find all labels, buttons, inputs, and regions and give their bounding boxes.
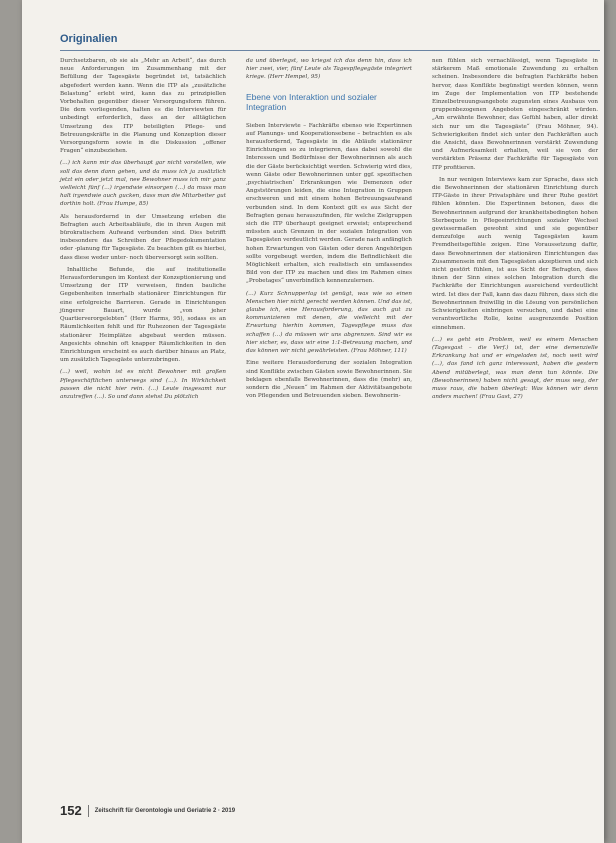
page-number: 152 xyxy=(60,803,82,818)
interview-quote: da und überlegst, wo kriegst ich das denn hin, dass ich hier zwei, vier, fünf Leute als Tagespflegegäste integriert kriege. (Herr Hempel, 95) xyxy=(246,58,412,81)
body-paragraph: Eine weitere Herausforderung der sozialen Integration sind Konflikte zwischen Gästen sowie Bewohnerinnen. Sie beklagen ebenfalls Bewohnerinnen, dass die (mehr) an, sondern die „Neuen“ im Rahmen der Aktivitätsangebote von Pflegenden und Betreuenden sieben. Bewohnerin- xyxy=(246,360,412,400)
body-paragraph: Durchsetzbaren, ob sie als „Mehr an Arbeit“, das durch neue Anforderungen im Zusammenhang mit der Befüllung der Tagesgäste begründet ist, tatsächlich abgefedert werden kann. Wenn die ITP als „zusätzliche Belastung“ erlebt wird, kann das zu prinzipiellen Vorbehalten gegenüber dieser Versorgungsform führen. Die dem vorliegenden, halten es die Interviewten für unbedingt erforderlich, dass an der alltäglichen Umsetzung des ITP beteiligten Pflege- und Betreuungskräfte in die Planung und Konzeption dieser Versorgungsform sowie in die Diskussion „offener Fragen“ einzubeziehen. xyxy=(60,58,226,155)
body-paragraph: In nur wenigen Interviews kam zur Sprache, dass sich die Bewohnerinnen der stationären Einrichtung durch ITP-Gäste in ihrer Privatsphäre und ihrer Ruhe gestört fühlen könnten. Die Expertinnen betonen, dass die Bewohnerinnen aufgrund der krankheitsbedingten hohen Sterbequote in Pflegeeinrichtungen sozialer Wechsel gewissermaßen gewohnt sind und sie gegenüber demzufolge auch wenig Tagesgästen kaum Fremdheitsgefühle zeigen. Eine Voraussetzung dafür, dass Bewohnerinnen der stationären Einrichtungen das Zusammensein mit den Tagesgästen akzeptieren und sich nicht gestört fühlen, ist aus Sicht der Befragten, dass ihnen der Sinn eines solchen Integration durch die Fachkräfte der Einrichtungen ausreichend verdeutlicht wird. Ist dies der Fall, kann das dazu führen, dass sich die Bewohnerinnen freiwillig in die Lösung von persönlichen Schwierigkeiten einbringen versuchen, und dabei eine verantwortliche Rolle, keine ausgrenzende Position einnehmen. xyxy=(432,176,598,331)
journal-citation: Zeitschrift für Gerontologie und Geriatrie 2 · 2019 xyxy=(94,807,236,814)
interview-quote: (…) Kurz Schnupperlag ist genügt, was wie so einen Menschen hier nicht gerecht werden können. Und das ist, glaube ich, eine Herausforderung, das auch gut zu kommunizieren mit denen, die vielleicht mit der Erwartung hierhin kommen, Tagespflege muss das schaffen (…) da müssen wir uns abgrenzen. Sind wir es hier sicher, es, dass wir eine 1:1-Betreuung machen, und das können wir nicht gewährleisten. (Frau Möhner, 111) xyxy=(246,290,412,355)
body-paragraph: Als herausfordernd in der Umsetzung erleben die Befragten auch Arbeitsabläufe, die in ihren Augen mit bürokratischem Aufwand verbunden sind. Dies betrifft insbesondere das Schreiben der Pflegedokumentation oder -planung für Tagesgäste. Zu beachten gilt es hierbei, dass diese weder unter- noch überversorgt sein sollten. xyxy=(60,213,226,261)
body-paragraph: Sieben Interviewte – Fachkräfte ebenso wie Expertinnen auf Planungs- und Kooperationsebene – betrachten es als herausfordernd, Tagesgäste in die Abläufe stationärer Einrichtungen so zu integrieren, dass dabei sowohl die Interessen und Bedürfnisse der Bewohnerinnen als auch die der Gäste berücksichtigt werden. Schwierig wird dies, wenn Gäste oder Bewohnerinnen unter ggf. spezifischen ‚psychiatrischen‘ Erkrankungen wie Demenzen oder Angststörungen leiden, die eine Integration in Gruppen erschweren und mit einem hohen Betreuungsaufwand verbunden sind. In dem Kontext gilt es aus Sicht der Befragten genau herauszufinden, für welche Zielgruppen sich die ITP überhaupt geeignet erweist; entsprechend müssten auch Grenzen in der sozialen Integration von Tagesgästen verdeutlicht werden. Gerade nach anfänglich hohen Erwartungen von Gästen oder deren Angehörigen sollte vorgebeugt werden, indem die Befindlichkeit die Möglichkeit erhalten, sich realistisch ein umfassendes Bild von der ITP zu machen und dies im Rahmen eines „Probetages“ unverbindlich kennenzulernen. xyxy=(246,122,412,285)
footer-divider xyxy=(88,805,89,817)
text-column-right xyxy=(432,57,598,405)
header-rule xyxy=(60,50,600,51)
text-column-left xyxy=(60,57,226,405)
text-column-middle xyxy=(246,57,412,404)
interview-quote: (…) es geht ein Problem, weil es einem Menschen (Tagesgast – die Verf.) ist, der eine demenzielle Erkrankung hat und er eingeladen ist, noch weit wird (…), das fand ich ganz interessant, haben die gestern Abend mitüberlegt, was man denn tun könnte. Die (Bewohnerinnen) haben nicht gesagt, der muss weg, der muss raus, die haben überlegt: Was können wir denn anders machen! (Frau Gast, 27) xyxy=(432,336,598,401)
section-heading: Ebene von Interaktion und sozialer Integration xyxy=(246,91,377,112)
section-label: Originalien xyxy=(60,33,118,45)
journal-page xyxy=(22,0,604,843)
interview-quote: (…) weil, wohin ist es nicht Bewohner mit großen Pflegeschäftlichen unterwegs sind (…). In Wirklichkeit passen die nicht hier rein. (…) Leute insgesamt nur anzutreffen (…). So und dann stehst Du plötzlich xyxy=(60,369,226,400)
page-footer xyxy=(60,803,235,818)
body-paragraph: Inhaltliche Befunde, die auf institutionelle Herausforderungen im Kontext der Konzeptionierung und Umsetzung der ITP verweisen, finden bauliche Gegebenheiten innerhalb stationärer Einrichtungen für eine erfolgreiche Barrieren. Gerade in Einrichtungen jüngerer Bauart, wurde „von jeher Quartierverorgelebten“ (Herr Harms, 95), sodass es an Räumlichkeiten fehlt und für Ruhezonen der Tagesgäste stationärer Heimplätze abgebaut werden müssen. Angesichts ohnehin oft knapper Räumlichkeiten in den Einrichtungen erscheint es auch darüber hinaus an Platz, um zusätzlich Tagesgäste unterzubringen. xyxy=(60,266,226,364)
interview-quote: (…) ich kann mir das überhaupt gar nicht vorstellen, wie soll das denn dann gehen, und da muss ich ja zusätzlich jetzt ein oder jetzt mal, nee Bewohner muss ich mir ganz vielleicht fünf (…) irgendwie einsorgen (…) da muss man halt irgendwie auch gucken, dass man die Mitarbeiter gut dorthin holt. (Frau Humpe, 85) xyxy=(60,160,226,208)
body-paragraph: nen fühlen sich vernachlässigt, wenn Tagesgäste in stärkerem Maß emotionale Zuwendung zu erhalten scheinen. Insbesondere die befragten Fachkräfte heben hervor, dass Konflikte begünstigt werden können, wenn im Zuge der Implementation von ITP bestehende Einzelbetreuungsangebote zugunsten eines Ausbaus von gruppenbezogenen Angeboten eingeschränkt würden. „Am erwähnte Bewohner, das Gefühl haben, aller direkt sich nur um die Tagesgäste“ (Frau Möhner, 94). Schwierigkeiten findet sich unter den Fachkräften auch die Ansicht, dass Bewohnerinnen verstärkt Zuwendung und Aufmerksamkeit erhalten, weil sie von der verstärkten Präsenz der Fachkräfte für Tagesgäste von ITP profitieren. xyxy=(432,58,598,171)
